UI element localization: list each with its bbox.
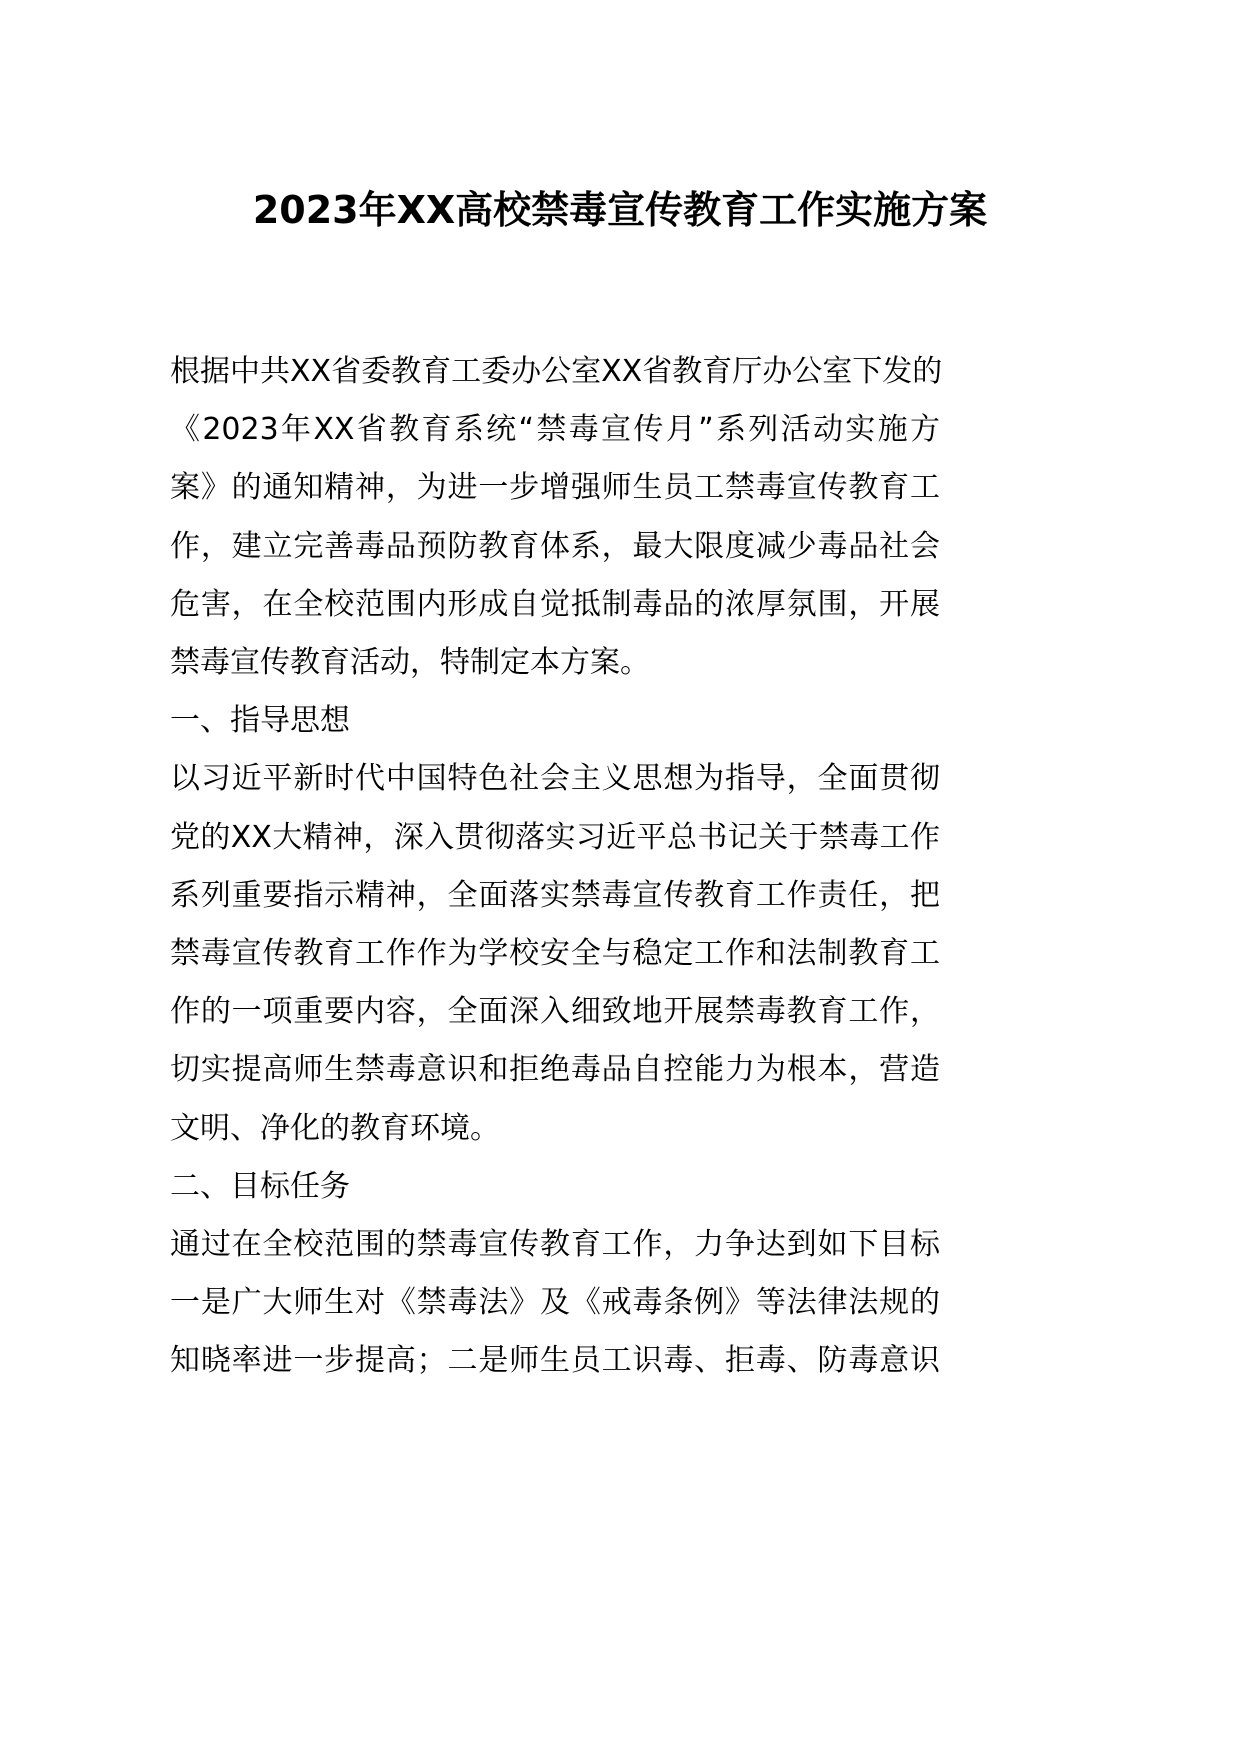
paragraph-line: 通过在全校范围的禁毒宣传教育工作，力争达到如下目标 xyxy=(170,1227,940,1262)
paragraph-line: 切实提高师生禁毒意识和拒绝毒品自控能力为根本，营造 xyxy=(170,1052,940,1088)
paragraph-line: 禁毒宣传教育工作作为学校安全与稳定工作和法制教育工 xyxy=(170,936,940,971)
paragraph-line: 案》的通知精神，为进一步增强师生员工禁毒宣传教育工 xyxy=(170,470,940,506)
paragraph-line: 文明、净化的教育环境。 xyxy=(170,1110,500,1146)
paragraph-line: 危害，在全校范围内形成自觉抵制毒品的浓厚氛围，开展 xyxy=(170,586,940,622)
document-title: 2023年XX高校禁毒宣传教育工作实施方案 xyxy=(252,188,988,232)
paragraph-line: 作的一项重要内容，全面深入细致地开展禁毒教育工作， xyxy=(170,994,940,1030)
section-heading: 二、目标任务 xyxy=(170,1168,350,1204)
paragraph-line: 知晓率进一步提高；二是师生员工识毒、拒毒、防毒意识 xyxy=(170,1343,940,1379)
paragraph-line: 党的XX大精神，深入贯彻落实习近平总书记关于禁毒工作 xyxy=(170,819,940,855)
paragraph-line: 作，建立完善毒品预防教育体系，最大限度减少毒品社会 xyxy=(170,528,940,564)
paragraph-line: 以习近平新时代中国特色社会主义思想为指导，全面贯彻 xyxy=(170,761,940,797)
section-heading: 一、指导思想 xyxy=(170,703,350,739)
paragraph-line: 一是广大师生对《禁毒法》及《戒毒条例》等法律法规的 xyxy=(170,1285,940,1321)
paragraph-line: 《2023年XX省教育系统“禁毒宣传月”系列活动实施方 xyxy=(170,412,940,448)
paragraph-line: 根据中共XX省委教育工委办公室XX省教育厅办公室下发的 xyxy=(170,354,943,389)
paragraph-line: 禁毒宣传教育活动，特制定本方案。 xyxy=(170,645,650,680)
paragraph-line: 系列重要指示精神，全面落实禁毒宣传教育工作责任，把 xyxy=(170,877,940,913)
